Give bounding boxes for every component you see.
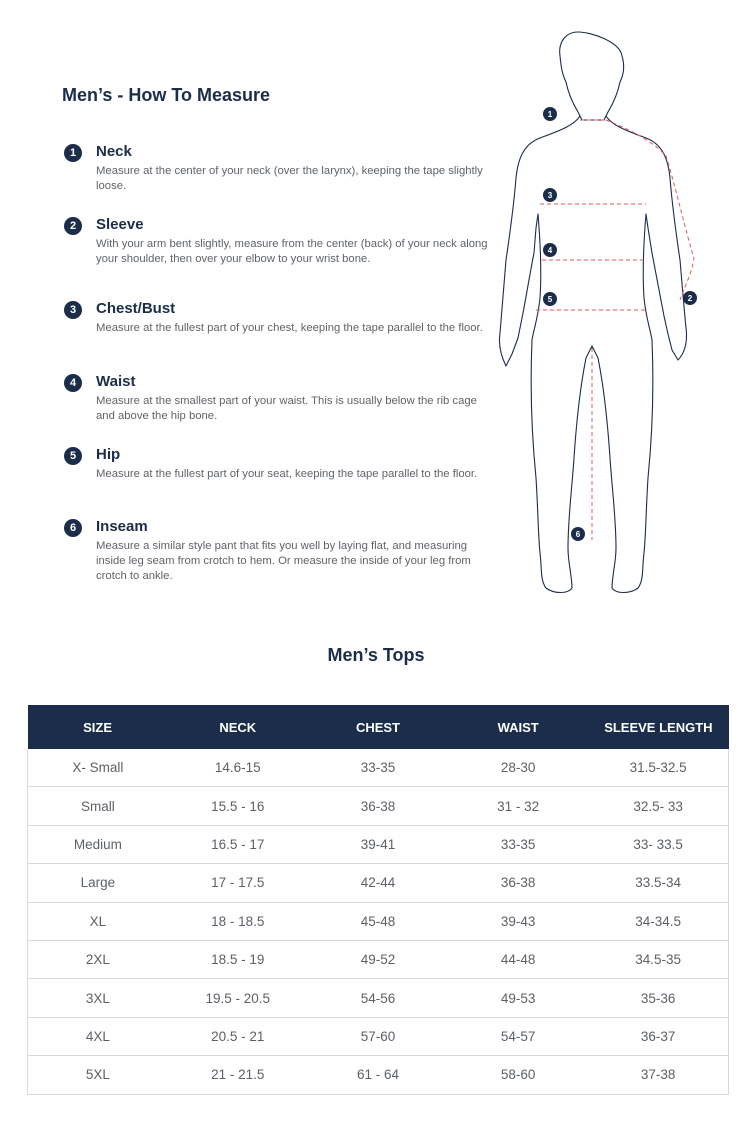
step-number-badge: 5: [64, 447, 82, 465]
cell-size: X- Small: [28, 749, 168, 787]
cell-chest: 61 - 64: [308, 1056, 448, 1094]
cell-neck: 14.6-15: [168, 749, 308, 787]
cell-size: Large: [28, 864, 168, 902]
col-header-size: SIZE: [28, 705, 168, 749]
cell-chest: 49-52: [308, 940, 448, 978]
cell-sleeve: 33- 33.5: [588, 825, 728, 863]
cell-waist: 54-57: [448, 1017, 588, 1055]
step-description: Measure a similar style pant that fits you well by laying flat, and measuring inside leg seam from crotch to hem. Or measure the inside of your leg from crotch to ankle.: [96, 540, 471, 582]
table-row: [28, 979, 729, 1017]
cell-size: Medium: [28, 825, 168, 863]
cell-chest: 39-41: [308, 825, 448, 863]
table-row: [28, 864, 729, 902]
table-title: Men’s Tops: [327, 645, 425, 665]
marker-6: [571, 527, 585, 541]
marker-1: [543, 107, 557, 121]
cell-sleeve: 31.5-32.5: [588, 749, 728, 787]
table-row: [28, 825, 729, 863]
cell-sleeve: 34.5-35: [588, 940, 728, 978]
cell-chest: 57-60: [308, 1017, 448, 1055]
table-row: [28, 902, 729, 940]
cell-chest: 45-48: [308, 902, 448, 940]
marker-2: [683, 291, 697, 305]
col-header-neck: NECK: [168, 705, 308, 749]
cell-neck: 15.5 - 16: [168, 787, 308, 825]
step-description: Measure at the fullest part of your seat, keeping the tape parallel to the floor.: [96, 468, 478, 480]
cell-waist: 28-30: [448, 749, 588, 787]
step-title: Sleeve: [96, 216, 144, 233]
step-description: Measure at the fullest part of your chest, keeping the tape parallel to the floor.: [96, 322, 483, 334]
cell-neck: 20.5 - 21: [168, 1017, 308, 1055]
cell-neck: 18.5 - 19: [168, 940, 308, 978]
table-row: [28, 940, 729, 978]
table-row: [28, 749, 729, 787]
step-number-badge: 1: [64, 144, 82, 162]
cell-sleeve: 34-34.5: [588, 902, 728, 940]
step-waist: [64, 372, 494, 445]
table-row: [28, 1056, 729, 1094]
step-description: Measure at the smallest part of your waist. This is usually below the rib cage and above the hip bone.: [96, 395, 477, 422]
cell-waist: 31 - 32: [448, 787, 588, 825]
step-inseam: [64, 517, 494, 584]
cell-size: XL: [28, 902, 168, 940]
cell-waist: 39-43: [448, 902, 588, 940]
cell-neck: 19.5 - 20.5: [168, 979, 308, 1017]
cell-chest: 33-35: [308, 749, 448, 787]
col-header-chest: CHEST: [308, 705, 448, 749]
cell-chest: 36-38: [308, 787, 448, 825]
step-title: Chest/Bust: [96, 300, 176, 317]
body-measure-figure: [496, 28, 706, 603]
svg-text:5: 5: [547, 295, 553, 304]
cell-size: 2XL: [28, 940, 168, 978]
cell-waist: 36-38: [448, 864, 588, 902]
svg-text:2: 2: [687, 294, 693, 303]
step-number-badge: 6: [64, 519, 82, 537]
cell-chest: 54-56: [308, 979, 448, 1017]
cell-size: 3XL: [28, 979, 168, 1017]
table-row: [28, 1017, 729, 1055]
step-number-badge: 2: [64, 217, 82, 235]
cell-waist: 33-35: [448, 825, 588, 863]
cell-sleeve: 37-38: [588, 1056, 728, 1094]
marker-3: [543, 188, 557, 202]
cell-waist: 44-48: [448, 940, 588, 978]
size-table: [27, 705, 729, 1095]
step-hip: [64, 445, 494, 517]
cell-neck: 16.5 - 17: [168, 825, 308, 863]
step-title: Waist: [96, 373, 136, 390]
marker-4: [543, 243, 557, 257]
body-outline-icon: [496, 28, 706, 603]
col-header-sleeve-length: SLEEVE LENGTH: [588, 705, 728, 749]
svg-text:1: 1: [547, 110, 553, 119]
cell-sleeve: 36-37: [588, 1017, 728, 1055]
cell-waist: 58-60: [448, 1056, 588, 1094]
step-title: Inseam: [96, 518, 148, 535]
cell-size: Small: [28, 787, 168, 825]
col-header-waist: WAIST: [448, 705, 588, 749]
cell-neck: 18 - 18.5: [168, 902, 308, 940]
page-title: Men’s - How To Measure: [62, 85, 271, 105]
step-number-badge: 4: [64, 374, 82, 392]
step-description: With your arm bent slightly, measure from the center (back) of your neck along your shoulder, then over your elbow to your wrist bone.: [96, 238, 488, 265]
cell-neck: 21 - 21.5: [168, 1056, 308, 1094]
step-chest: [64, 299, 494, 372]
step-neck: [64, 142, 494, 215]
cell-sleeve: 35-36: [588, 979, 728, 1017]
table-row: [28, 787, 729, 825]
table-header-row: [28, 705, 729, 749]
step-title: Neck: [96, 143, 132, 160]
svg-text:4: 4: [547, 246, 553, 255]
svg-text:3: 3: [547, 191, 553, 200]
marker-5: [543, 292, 557, 306]
cell-waist: 49-53: [448, 979, 588, 1017]
step-description: Measure at the center of your neck (over the larynx), keeping the tape slightly loose.: [96, 165, 483, 192]
cell-sleeve: 32.5- 33: [588, 787, 728, 825]
cell-size: 4XL: [28, 1017, 168, 1055]
svg-text:6: 6: [575, 530, 581, 539]
step-number-badge: 3: [64, 301, 82, 319]
step-sleeve: [64, 215, 494, 299]
measure-steps: [64, 142, 494, 584]
cell-neck: 17 - 17.5: [168, 864, 308, 902]
step-title: Hip: [96, 446, 121, 463]
cell-sleeve: 33.5-34: [588, 864, 728, 902]
cell-size: 5XL: [28, 1056, 168, 1094]
cell-chest: 42-44: [308, 864, 448, 902]
